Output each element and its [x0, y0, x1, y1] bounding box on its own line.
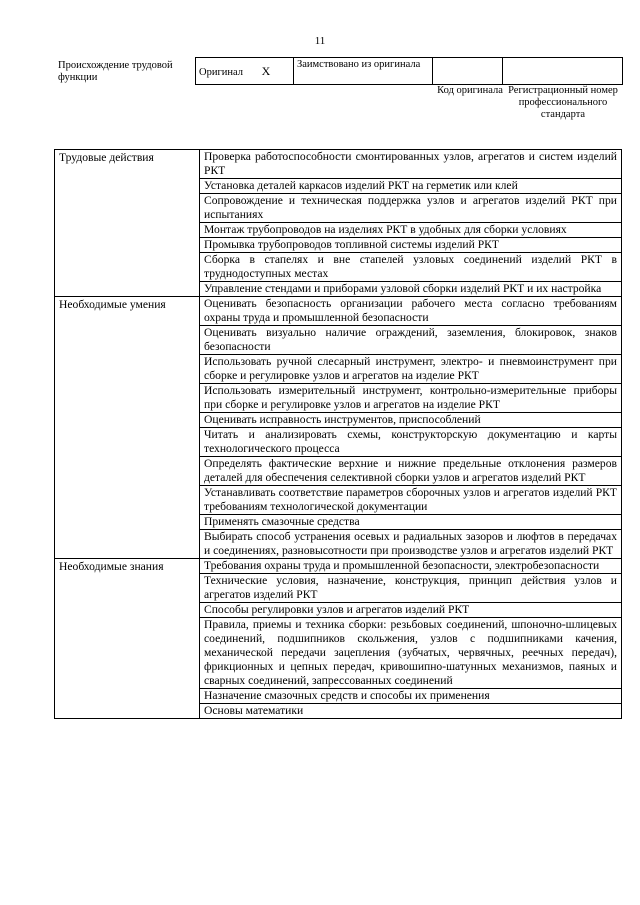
original-label: Оригинал	[199, 66, 243, 78]
item-cell: Определять фактические верхние и нижние предельные отклонения размеров деталей для обеспечения селективной сборки узлов и агрегатов изделий РКТ	[200, 457, 622, 486]
item-cell: Устанавливать соответствие параметров сборочных узлов и агрегатов изделий РКТ требованиям технологической документации	[200, 486, 622, 515]
borrowed-cell	[294, 58, 433, 85]
item-cell: Выбирать способ устранения осевых и радиальных зазоров и люфтов в передачах и соединениях, разновысотности при производстве узлов и агрегатов изделий РКТ	[200, 530, 622, 559]
category-cell: Трудовые действия	[55, 150, 200, 297]
code-cell	[433, 58, 503, 85]
page-number: 11	[314, 35, 326, 47]
functions-table-body	[55, 150, 622, 719]
origin-label: Происхождение трудовой функции	[58, 60, 173, 83]
origin-table	[195, 57, 623, 85]
original-cell	[196, 58, 294, 85]
original-mark: X	[261, 63, 271, 78]
category-cell: Необходимые умения	[55, 297, 200, 559]
item-cell: Использовать измерительный инструмент, контрольно-измерительные приборы при сборке и регулировке узлов и агрегатов на изделие РКТ	[200, 384, 622, 413]
table-row	[55, 559, 622, 574]
item-cell: Способы регулировки узлов и агрегатов изделий РКТ	[200, 603, 622, 618]
item-cell: Монтаж трубопроводов на изделиях РКТ в удобных для сборки условиях	[200, 223, 622, 238]
item-cell: Использовать ручной слесарный инструмент, электро- и пневмоинструмент при сборке и регулировке узлов и агрегатов на изделие РКТ	[200, 355, 622, 384]
item-cell: Оценивать безопасность организации рабочего места согласно требованиям охраны труда и промышленной безопасности	[200, 297, 622, 326]
item-cell: Управление стендами и приборами узловой сборки изделий РКТ и их настройка	[200, 282, 622, 297]
item-cell: Установка деталей каркасов изделий РКТ на герметик или клей	[200, 179, 622, 194]
functions-table	[54, 149, 622, 719]
item-cell: Сопровождение и техническая поддержка узлов и агрегатов изделий РКТ при испытаниях	[200, 194, 622, 223]
borrowed-label: Заимствовано из оригинала	[297, 59, 421, 70]
item-cell: Оценивать исправность инструментов, приспособлений	[200, 413, 622, 428]
item-cell: Сборка в стапелях и вне стапелей узловых соединений изделий РКТ в труднодоступных местах	[200, 253, 622, 282]
item-cell: Основы математики	[200, 704, 622, 719]
code-caption: Код оригинала	[437, 85, 503, 96]
item-cell: Требования охраны труда и промышленной безопасности, электробезопасности	[200, 559, 622, 574]
item-cell: Правила, приемы и техника сборки: резьбовых соединений, шпоночно-шлицевых соединений, подшипников скольжения, узлов с подшипниками качения, механической передачи зацепления (зубчатых, червячных, реечных передач), фрикционных и цепных передач, кривошипно-шатунных механизмов, паяных и сварных соединений, запрессованных соединений	[200, 618, 622, 689]
item-cell: Применять смазочные средства	[200, 515, 622, 530]
item-cell: Проверка работоспособности смонтированных узлов, агрегатов и систем изделий РКТ	[200, 150, 622, 179]
item-cell: Технические условия, назначение, конструкция, принцип действия узлов и агрегатов изделий РКТ	[200, 574, 622, 603]
table-row	[55, 150, 622, 179]
category-cell: Необходимые знания	[55, 559, 200, 719]
item-cell: Оценивать визуально наличие ограждений, заземления, блокировок, знаков безопасности	[200, 326, 622, 355]
reg-cell	[503, 58, 623, 85]
item-cell: Читать и анализировать схемы, конструкторскую документацию и карты технологического процесса	[200, 428, 622, 457]
table-row	[55, 297, 622, 326]
reg-caption: Регистрационный номер профессионального стандарта	[508, 85, 618, 120]
item-cell: Назначение смазочных средств и способы их применения	[200, 689, 622, 704]
item-cell: Промывка трубопроводов топливной системы изделий РКТ	[200, 238, 622, 253]
